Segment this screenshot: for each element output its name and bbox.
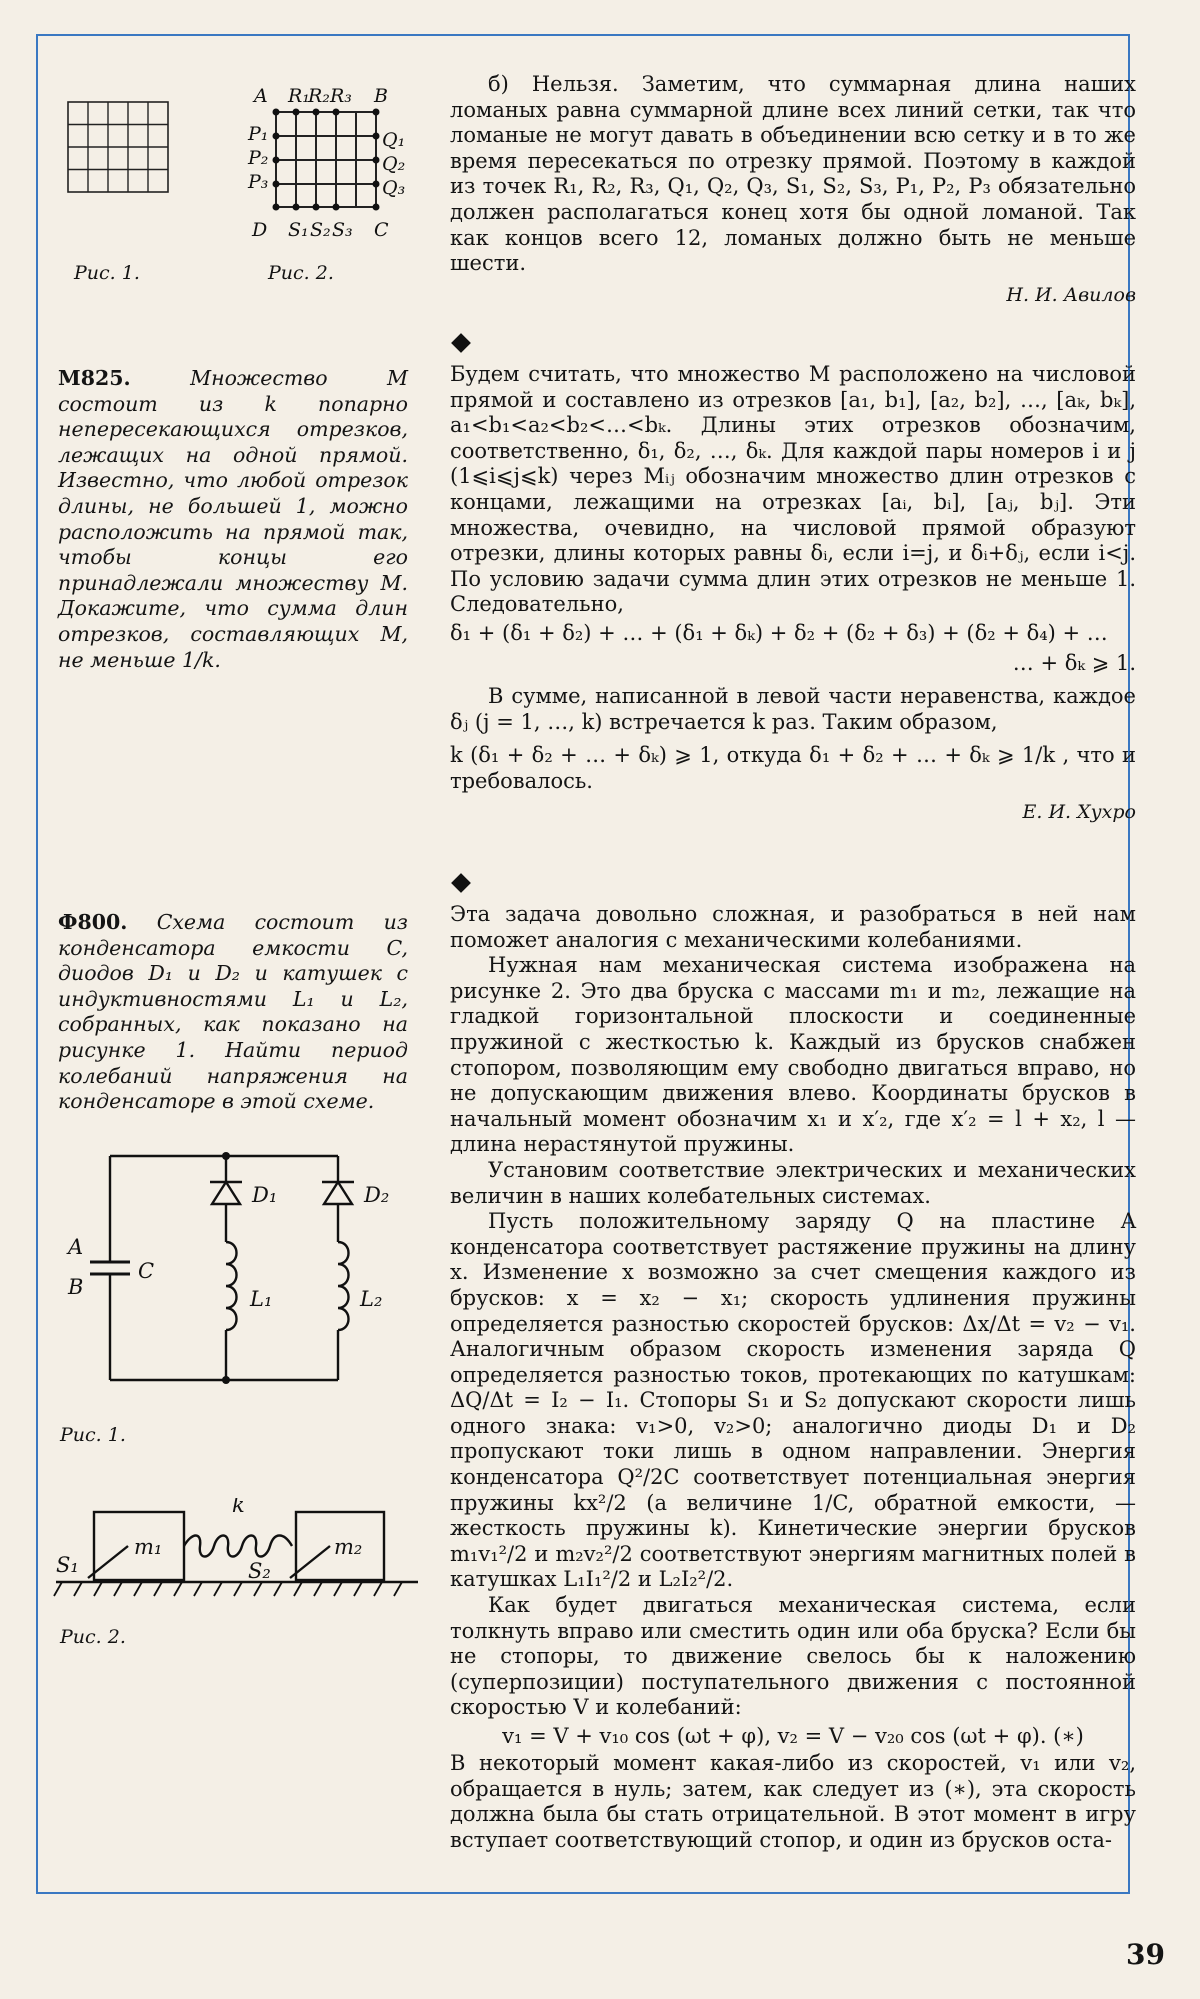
solution-f800-p1: Эта задача довольно сложная, и разобраться в ней нам поможет аналогия с механическими колебаниями. — [450, 902, 1136, 952]
mech-label-m1: m₁ — [134, 1535, 163, 1559]
mechanical-caption: Рис. 2. — [60, 1626, 126, 1648]
mech-label-m2: m₂ — [334, 1535, 363, 1559]
page-number: 39 — [1126, 1938, 1165, 1971]
label-Q3: Q₃ — [382, 177, 406, 199]
label-R3: R₃ — [330, 85, 352, 107]
solution-b-text: б) Нельзя. Заметим, что суммарная длина наших ломаных равна суммарной длине всех линий сетки, так что ломаные не могут давать в объединении всю сетку и в то же время пересекаться по отрезку прямой. Поэтому в каждой из точек R₁, R₂, R₃, Q₁, Q₂, Q₃, S₁, S₂, S₃, P₁, P₂, P₃ обязательно должен располагаться конец хотя бы одной ломаной. Так как концов всего 12, ломаных должно быть не меньше шести. — [450, 72, 1136, 276]
solution-f800-p3: Установим соответствие электрических и механических величин в наших колебательных системах. — [450, 1157, 1136, 1208]
problem-m825 — [58, 366, 408, 673]
label-Q2: Q₂ — [382, 153, 406, 175]
mech-label-k: k — [232, 1498, 245, 1517]
circuit-label-C: C — [138, 1259, 155, 1283]
solution-f800-p5: Как будет двигаться механическая система, если толкнуть вправо или сместить один или оба бруска? Если бы не стопоры, то движение свелось бы к наложению (суперпозиции) поступательного движения с постоянной скоростью V и колебаний: — [450, 1593, 1136, 1720]
mech-label-S2: S₂ — [248, 1559, 271, 1583]
solution-m825-p2: В сумме, написанной в левой части неравенства, каждое δⱼ (j = 1, …, k) встречается k раз. Таким образом, — [450, 683, 1136, 734]
grid-figure-1 — [66, 100, 176, 200]
solution-f800-p6: В некоторый момент какая-либо из скоростей, v₁ или v₂, обращается в нуль; затем, как следует из (∗), эта скорость должна была бы стать отрицательной. В этот момент в игру вступает соответствующий стопор, и один из брусков оста- — [450, 1751, 1136, 1852]
problem-m825-number: М825. — [58, 366, 131, 390]
figure-2-caption: Рис. 2. — [268, 262, 334, 284]
label-B: B — [374, 85, 388, 107]
label-S3: S₃ — [332, 219, 353, 241]
circuit-label-L2: L₂ — [360, 1287, 383, 1311]
circuit-label-D2: D₂ — [364, 1183, 390, 1207]
problem-f800-text: Схема состоит из конденсатора емкости C, диодов D₁ и D₂ и катушек с индуктивностями L₁ и L₂, собранных, как показано на рисунке 1. Найти период колебаний напряжения на конденсаторе в этой схеме. — [58, 910, 408, 1114]
grid-figure-2 — [246, 80, 406, 252]
mech-label-S1: S₁ — [56, 1553, 79, 1577]
section-marker-icon — [451, 333, 471, 353]
solution-f800 — [450, 876, 1136, 1853]
figure-1-caption: Рис. 1. — [74, 262, 140, 284]
circuit-label-A: A — [68, 1235, 84, 1259]
label-P3: P₃ — [248, 171, 269, 193]
problem-m825-text: Множество M состоит из k попарно непересекающихся отрезков, лежащих на одной прямой. Известно, что любой отрезок длины, не большей 1, можно расположить на прямой так, чтобы концы его принадлежали множеству M. Докажите, что сумма длин отрезков, составляющих M, не меньше 1/k. — [58, 366, 408, 672]
solution-b-author: Н. И. Авилов — [1006, 283, 1136, 306]
solution-f800-p4: Пусть положительному заряду Q на пластине A конденсатора соответствует растяжение пружины на длину x. Изменение x возможно за счет смещения каждого из брусков: x = x₂ − x₁; скорость удлинения пружины определяется разностью скоростей брусков: Δx/Δt = v₂ − v₁. Аналогичным образом скорость изменения заряда Q определяется разностью токов, протекающих по катушкам: ΔQ/Δt = I₂ − I₁. Стопоры S₁ и S₂ допускают скорости лишь одного знака: v₁>0, v₂>0; аналогично диоды D₁ и D₂ пропускают токи лишь в одном направлении. Энергия конденсатора Q²/2C соответствует потенциальная энергия пружины kx²/2 (а величине 1/C, обратной емкости, — жесткость пружины k). Кинетические энергии брусков m₁v₁²/2 и m₂v₂²/2 соответствуют энергиям магнитных полей в катушках L₁I₁²/2 и L₂I₂²/2. — [450, 1209, 1136, 1592]
mechanical-diagram — [52, 1498, 422, 1608]
label-A: A — [254, 85, 268, 107]
label-P2: P₂ — [248, 147, 269, 169]
label-S2: S₂ — [310, 219, 331, 241]
solution-m825-author: Е. И. Хухро — [1022, 801, 1136, 824]
problem-f800-number: Ф800. — [58, 910, 128, 934]
circuit-diagram — [58, 1142, 418, 1392]
section-marker-icon — [451, 873, 471, 893]
label-Q1: Q₁ — [382, 129, 406, 151]
solution-m825-formula1-line1: δ₁ + (δ₁ + δ₂) + … + (δ₁ + δₖ) + δ₂ + (δ₂ + δ₃) + (δ₂ + δ₄) + … — [450, 620, 1108, 645]
circuit-label-D1: D₁ — [252, 1183, 278, 1207]
solution-f800-p2: Нужная нам механическая система изображена на рисунке 2. Это два бруска с массами m₁ и m₂, лежащие на гладкой горизонтальной плоскости и соединенные пружиной с жесткостью k. Каждый из брусков снабжен стопором, позволяющим ему свободно двигаться вправо, но не допускающим движения влево. Координаты брусков в начальный момент обозначим x₁ и x′₂, где x′₂ = l + x₂, l — длина нерастянутой пружины. — [450, 953, 1136, 1157]
problem-f800 — [58, 910, 408, 1115]
solution-f800-formula: v₁ = V + v₁₀ cos (ωt + φ), v₂ = V − v₂₀ cos (ωt + φ). (∗) — [502, 1724, 1084, 1748]
label-D: D — [252, 219, 268, 241]
label-C: C — [374, 219, 389, 241]
solution-m825 — [450, 336, 1136, 826]
solution-b — [450, 72, 1136, 308]
solution-m825-formula1-line2: … + δₖ ⩾ 1. — [1012, 650, 1136, 675]
solution-m825-formula2: k (δ₁ + δ₂ + … + δₖ) ⩾ 1, откуда δ₁ + δ₂ + … + δₖ ⩾ 1/k , что и требовалось. — [450, 743, 1136, 793]
circuit-label-L1: L₁ — [250, 1287, 273, 1311]
circuit-label-B: B — [68, 1275, 84, 1299]
label-S1: S₁ — [288, 219, 309, 241]
label-P1: P₁ — [248, 123, 269, 145]
solution-m825-p1: Будем считать, что множество M расположено на числовой прямой и составлено из отрезков [a₁, b₁], [a₂, b₂], …, [aₖ, bₖ], a₁<b₁<a₂<b₂<…<bₖ. Длины этих отрезков обозначим, соответственно, δ₁, δ₂, …, δₖ. Для каждой пары номеров i и j (1⩽i⩽j⩽k) через Mᵢⱼ обозначим множество длин отрезков с концами, лежащими на отрезках [aᵢ, bᵢ], [aⱼ, bⱼ]. Эти множества, очевидно, на числовой прямой образуют отрезки, длины которых равны δᵢ, если i=j, и δᵢ+δⱼ, если i<j. По условию задачи сумма длин этих отрезков не меньше 1. Следовательно, — [450, 362, 1136, 617]
label-R2: R₂ — [308, 85, 330, 107]
label-R1: R₁ — [288, 85, 310, 107]
circuit-caption: Рис. 1. — [60, 1424, 126, 1446]
